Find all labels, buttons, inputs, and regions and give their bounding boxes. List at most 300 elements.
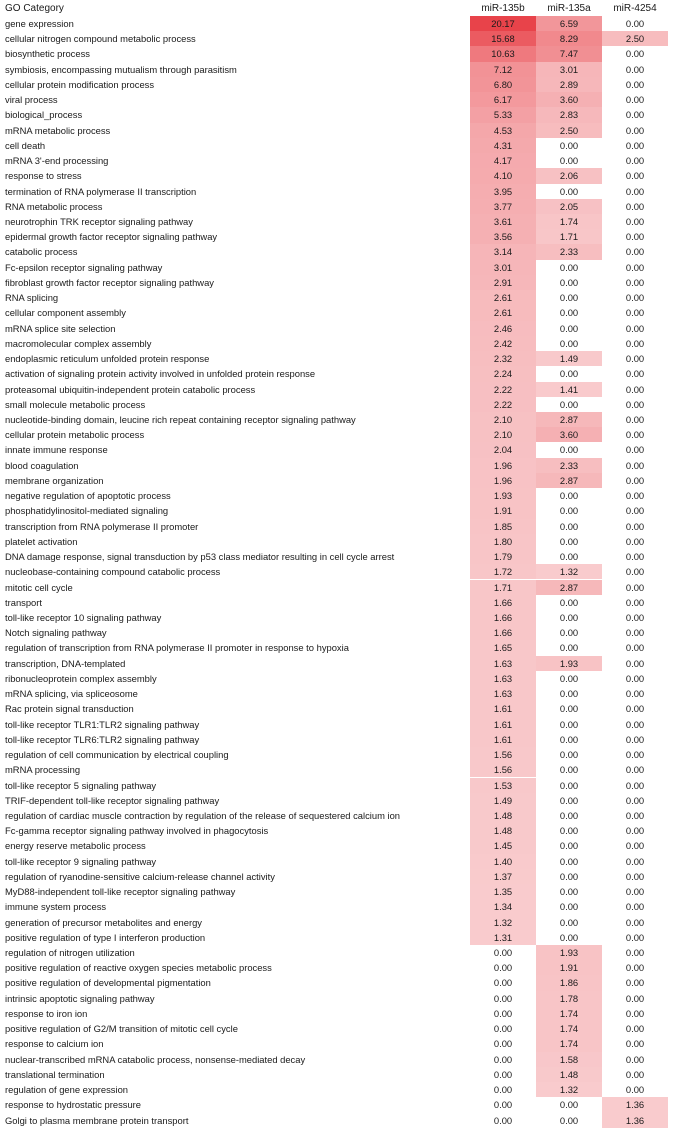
heatmap-cell-mir-4254: 0.00 <box>602 168 668 183</box>
go-category-label: response to stress <box>5 170 82 182</box>
heatmap-cell-mir-135a: 1.58 <box>536 1052 602 1067</box>
heatmap-cell-mir-4254: 0.00 <box>602 519 668 534</box>
heatmap-cell-mir-4254: 0.00 <box>602 960 668 975</box>
heatmap-cell-mir-135b: 2.10 <box>470 412 536 427</box>
heatmap-cell-mir-135b: 0.00 <box>470 1021 536 1036</box>
heatmap-cell-mir-135a: 8.29 <box>536 31 602 46</box>
heatmap-cell-mir-135b: 2.42 <box>470 336 536 351</box>
heatmap-cell-mir-4254: 0.00 <box>602 823 668 838</box>
heatmap-cell-mir-135b: 1.85 <box>470 519 536 534</box>
table-row <box>0 199 685 214</box>
heatmap-cell-mir-135a: 0.00 <box>536 488 602 503</box>
heatmap-cell-mir-135a: 1.49 <box>536 351 602 366</box>
heatmap-cell-mir-4254: 0.00 <box>602 884 668 899</box>
table-row <box>0 397 685 412</box>
heatmap-cell-mir-135b: 2.22 <box>470 382 536 397</box>
heatmap-cell-mir-135b: 4.10 <box>470 168 536 183</box>
table-row <box>0 46 685 61</box>
table-row <box>0 1036 685 1051</box>
heatmap-cell-mir-4254: 0.00 <box>602 244 668 259</box>
heatmap-cell-mir-135b: 1.32 <box>470 915 536 930</box>
table-row <box>0 168 685 183</box>
heatmap-cell-mir-135b: 1.93 <box>470 488 536 503</box>
table-row <box>0 1082 685 1097</box>
heatmap-cell-mir-4254: 0.00 <box>602 458 668 473</box>
go-category-label: Notch signaling pathway <box>5 627 107 639</box>
heatmap-cell-mir-135a: 0.00 <box>536 138 602 153</box>
table-row <box>0 31 685 46</box>
heatmap-cell-mir-135b: 0.00 <box>470 1052 536 1067</box>
go-category-label: MyD88-independent toll-like receptor signaling pathway <box>5 886 236 898</box>
go-category-label: mRNA metabolic process <box>5 124 111 136</box>
heatmap-cell-mir-135b: 1.48 <box>470 823 536 838</box>
heatmap-cell-mir-135a: 0.00 <box>536 899 602 914</box>
go-category-label: endoplasmic reticulum unfolded protein response <box>5 353 210 365</box>
table-row <box>0 519 685 534</box>
heatmap-cell-mir-4254: 0.00 <box>602 412 668 427</box>
heatmap-cell-mir-135a: 1.32 <box>536 1082 602 1097</box>
heatmap-cell-mir-4254: 0.00 <box>602 290 668 305</box>
go-category-label: viral process <box>5 94 58 106</box>
go-category-label: toll-like receptor 10 signaling pathway <box>5 611 162 623</box>
heatmap-cell-mir-135b: 0.00 <box>470 975 536 990</box>
heatmap-cell-mir-135a: 0.00 <box>536 1097 602 1112</box>
table-row <box>0 382 685 397</box>
table-row <box>0 1067 685 1082</box>
heatmap-cell-mir-135b: 1.56 <box>470 762 536 777</box>
heatmap-cell-mir-4254: 2.50 <box>602 31 668 46</box>
heatmap-cell-mir-4254: 0.00 <box>602 640 668 655</box>
column-header-mir-135a: miR-135a <box>547 3 591 14</box>
go-category-label: mRNA processing <box>5 764 81 776</box>
heatmap-cell-mir-135b: 0.00 <box>470 991 536 1006</box>
table-row <box>0 351 685 366</box>
heatmap-cell-mir-135a: 0.00 <box>536 625 602 640</box>
heatmap-cell-mir-135b: 4.53 <box>470 123 536 138</box>
heatmap-cell-mir-135a: 1.74 <box>536 1036 602 1051</box>
heatmap-cell-mir-135a: 0.00 <box>536 671 602 686</box>
heatmap-cell-mir-135a: 3.60 <box>536 92 602 107</box>
go-category-label: small molecule metabolic process <box>5 398 146 410</box>
table-row <box>0 503 685 518</box>
table-row <box>0 1021 685 1036</box>
go-category-label: cellular protein metabolic process <box>5 429 145 441</box>
heatmap-cell-mir-4254: 0.00 <box>602 975 668 990</box>
go-category-label: transcription from RNA polymerase II promoter <box>5 520 199 532</box>
heatmap-cell-mir-135a: 1.74 <box>536 214 602 229</box>
table-row <box>0 701 685 716</box>
heatmap-cell-mir-135a: 0.00 <box>536 534 602 549</box>
heatmap-cell-mir-135b: 1.65 <box>470 640 536 655</box>
heatmap-cell-mir-4254: 0.00 <box>602 1082 668 1097</box>
go-category-label: epidermal growth factor receptor signaling pathway <box>5 231 218 243</box>
go-category-label: ribonucleoprotein complex assembly <box>5 672 157 684</box>
heatmap-cell-mir-4254: 0.00 <box>602 854 668 869</box>
heatmap-cell-mir-4254: 0.00 <box>602 1052 668 1067</box>
heatmap-cell-mir-135b: 2.91 <box>470 275 536 290</box>
heatmap-cell-mir-4254: 0.00 <box>602 1021 668 1036</box>
table-row <box>0 1052 685 1067</box>
go-category-label: regulation of ryanodine-sensitive calcium-release channel activity <box>5 870 275 882</box>
heatmap-cell-mir-4254: 0.00 <box>602 62 668 77</box>
go-category-label: positive regulation of G2/M transition of mitotic cell cycle <box>5 1023 238 1035</box>
heatmap-cell-mir-4254: 0.00 <box>602 199 668 214</box>
heatmap-cell-mir-4254: 0.00 <box>602 1036 668 1051</box>
heatmap-cell-mir-135b: 1.63 <box>470 686 536 701</box>
go-category-label: mRNA 3'-end processing <box>5 155 109 167</box>
table-row <box>0 534 685 549</box>
go-category-label: cellular protein modification process <box>5 78 155 90</box>
heatmap-cell-mir-135b: 2.10 <box>470 427 536 442</box>
heatmap-cell-mir-135b: 1.35 <box>470 884 536 899</box>
heatmap-cell-mir-135a: 2.87 <box>536 580 602 595</box>
go-category-label: response to calcium ion <box>5 1038 104 1050</box>
go-category-label: Golgi to plasma membrane protein transport <box>5 1114 189 1126</box>
go-category-label: regulation of gene expression <box>5 1084 129 1096</box>
go-category-label: positive regulation of developmental pigmentation <box>5 977 211 989</box>
heatmap-cell-mir-135a: 0.00 <box>536 808 602 823</box>
heatmap-cell-mir-135a: 0.00 <box>536 366 602 381</box>
table-row <box>0 260 685 275</box>
heatmap-cell-mir-135b: 0.00 <box>470 1036 536 1051</box>
table-row <box>0 442 685 457</box>
table-row <box>0 960 685 975</box>
heatmap-cell-mir-135b: 3.61 <box>470 214 536 229</box>
heatmap-cell-mir-135b: 6.80 <box>470 77 536 92</box>
table-row <box>0 290 685 305</box>
heatmap-cell-mir-4254: 0.00 <box>602 382 668 397</box>
heatmap-cell-mir-135b: 15.68 <box>470 31 536 46</box>
heatmap-cell-mir-4254: 0.00 <box>602 473 668 488</box>
go-category-label: neurotrophin TRK receptor signaling pathway <box>5 215 193 227</box>
table-row <box>0 214 685 229</box>
column-header-mir-135b: miR-135b <box>481 3 525 14</box>
heatmap-cell-mir-135b: 1.61 <box>470 701 536 716</box>
table-row <box>0 778 685 793</box>
heatmap-cell-mir-4254: 0.00 <box>602 305 668 320</box>
heatmap-cell-mir-135b: 2.46 <box>470 321 536 336</box>
table-row <box>0 412 685 427</box>
heatmap-cell-mir-135b: 1.91 <box>470 503 536 518</box>
heatmap-cell-mir-4254: 0.00 <box>602 107 668 122</box>
heatmap-cell-mir-135b: 3.95 <box>470 184 536 199</box>
heatmap-cell-mir-135a: 0.00 <box>536 717 602 732</box>
go-category-label: toll-like receptor 5 signaling pathway <box>5 779 157 791</box>
go-category-label: toll-like receptor TLR6:TLR2 signaling pathway <box>5 733 200 745</box>
go-category-label: transcription, DNA-templated <box>5 657 126 669</box>
row-header-label: GO Category <box>5 3 64 14</box>
heatmap-cell-mir-4254: 0.00 <box>602 808 668 823</box>
table-row <box>0 884 685 899</box>
heatmap-cell-mir-135b: 0.00 <box>470 1067 536 1082</box>
heatmap-cell-mir-135a: 0.00 <box>536 1113 602 1128</box>
heatmap-cell-mir-4254: 0.00 <box>602 503 668 518</box>
heatmap-cell-mir-135a: 1.74 <box>536 1021 602 1036</box>
heatmap-cell-mir-135b: 7.12 <box>470 62 536 77</box>
heatmap-cell-mir-135b: 1.34 <box>470 899 536 914</box>
heatmap-cell-mir-135a: 2.50 <box>536 123 602 138</box>
heatmap-cell-mir-4254: 0.00 <box>602 793 668 808</box>
heatmap-cell-mir-135b: 1.45 <box>470 838 536 853</box>
heatmap-cell-mir-135a: 1.32 <box>536 564 602 579</box>
table-row <box>0 123 685 138</box>
heatmap-cell-mir-135a: 0.00 <box>536 884 602 899</box>
go-category-label: RNA metabolic process <box>5 200 103 212</box>
heatmap-cell-mir-135a: 0.00 <box>536 442 602 457</box>
table-row <box>0 16 685 31</box>
heatmap-cell-mir-4254: 0.00 <box>602 686 668 701</box>
go-category-label: nucleobase-containing compound catabolic process <box>5 566 221 578</box>
heatmap-cell-mir-4254: 0.00 <box>602 1006 668 1021</box>
heatmap-cell-mir-135b: 1.63 <box>470 671 536 686</box>
go-category-label: regulation of cell communication by electrical coupling <box>5 749 229 761</box>
heatmap-cell-mir-4254: 0.00 <box>602 610 668 625</box>
heatmap-cell-mir-135b: 1.49 <box>470 793 536 808</box>
table-row <box>0 321 685 336</box>
go-category-label: response to hydrostatic pressure <box>5 1099 142 1111</box>
heatmap-cell-mir-4254: 0.00 <box>602 77 668 92</box>
heatmap-cell-mir-135b: 3.56 <box>470 229 536 244</box>
go-category-label: toll-like receptor TLR1:TLR2 signaling pathway <box>5 718 200 730</box>
go-category-label: termination of RNA polymerase II transcription <box>5 185 197 197</box>
heatmap-cell-mir-135b: 3.14 <box>470 244 536 259</box>
table-row <box>0 686 685 701</box>
heatmap-cell-mir-4254: 0.00 <box>602 732 668 747</box>
heatmap-cell-mir-135a: 2.33 <box>536 458 602 473</box>
heatmap-cell-mir-135a: 1.41 <box>536 382 602 397</box>
go-category-label: Fc-gamma receptor signaling pathway involved in phagocytosis <box>5 825 269 837</box>
heatmap-cell-mir-4254: 0.00 <box>602 184 668 199</box>
heatmap-cell-mir-135a: 0.00 <box>536 397 602 412</box>
table-row <box>0 1113 685 1128</box>
heatmap-cell-mir-135a: 0.00 <box>536 519 602 534</box>
go-category-label: proteasomal ubiquitin-independent protein catabolic process <box>5 383 256 395</box>
table-row <box>0 458 685 473</box>
heatmap-cell-mir-135b: 1.96 <box>470 458 536 473</box>
heatmap-cell-mir-135b: 1.66 <box>470 595 536 610</box>
table-row <box>0 184 685 199</box>
heatmap-cell-mir-135b: 1.72 <box>470 564 536 579</box>
table-row <box>0 899 685 914</box>
go-category-label: innate immune response <box>5 444 108 456</box>
go-category-label: activation of signaling protein activity involved in unfolded protein response <box>5 368 316 380</box>
heatmap-cell-mir-135a: 0.00 <box>536 915 602 930</box>
heatmap-cell-mir-135b: 10.63 <box>470 46 536 61</box>
heatmap-cell-mir-135a: 1.93 <box>536 656 602 671</box>
heatmap-cell-mir-4254: 0.00 <box>602 534 668 549</box>
table-row <box>0 138 685 153</box>
heatmap-cell-mir-4254: 0.00 <box>602 1067 668 1082</box>
heatmap-cell-mir-135a: 2.06 <box>536 168 602 183</box>
heatmap-cell-mir-135a: 0.00 <box>536 184 602 199</box>
heatmap-cell-mir-4254: 0.00 <box>602 717 668 732</box>
table-row <box>0 1006 685 1021</box>
heatmap-cell-mir-135b: 2.24 <box>470 366 536 381</box>
heatmap-cell-mir-135b: 1.31 <box>470 930 536 945</box>
go-category-label: positive regulation of reactive oxygen species metabolic process <box>5 962 272 974</box>
go-category-label: macromolecular complex assembly <box>5 337 152 349</box>
heatmap-cell-mir-4254: 0.00 <box>602 427 668 442</box>
heatmap-cell-mir-135a: 2.83 <box>536 107 602 122</box>
heatmap-cell-mir-4254: 0.00 <box>602 214 668 229</box>
heatmap-cell-mir-135a: 0.00 <box>536 778 602 793</box>
go-category-label: intrinsic apoptotic signaling pathway <box>5 992 155 1004</box>
go-category-label: nuclear-transcribed mRNA catabolic process, nonsense-mediated decay <box>5 1053 306 1065</box>
heatmap-cell-mir-135b: 1.96 <box>470 473 536 488</box>
go-category-label: transport <box>5 596 42 608</box>
column-header-mir-4254: miR-4254 <box>613 3 657 14</box>
table-row <box>0 564 685 579</box>
heatmap-cell-mir-135a: 6.59 <box>536 16 602 31</box>
heatmap-cell-mir-4254: 0.00 <box>602 564 668 579</box>
table-row <box>0 625 685 640</box>
heatmap-cell-mir-4254: 0.00 <box>602 442 668 457</box>
go-category-label: generation of precursor metabolites and energy <box>5 916 202 928</box>
heatmap-cell-mir-4254: 0.00 <box>602 701 668 716</box>
heatmap-cell-mir-135b: 1.48 <box>470 808 536 823</box>
heatmap-cell-mir-135b: 2.04 <box>470 442 536 457</box>
heatmap-cell-mir-4254: 1.36 <box>602 1097 668 1112</box>
heatmap-cell-mir-135b: 0.00 <box>470 1097 536 1112</box>
table-row <box>0 656 685 671</box>
heatmap-cell-mir-4254: 0.00 <box>602 123 668 138</box>
heatmap-cell-mir-4254: 0.00 <box>602 92 668 107</box>
table-row <box>0 732 685 747</box>
heatmap-cell-mir-135a: 7.47 <box>536 46 602 61</box>
heatmap-cell-mir-135a: 1.74 <box>536 1006 602 1021</box>
heatmap-cell-mir-135b: 0.00 <box>470 1113 536 1128</box>
go-category-label: mRNA splice site selection <box>5 322 116 334</box>
heatmap-cell-mir-135b: 1.53 <box>470 778 536 793</box>
go-category-label: cellular nitrogen compound metabolic process <box>5 33 196 45</box>
table-row <box>0 244 685 259</box>
heatmap-cell-mir-4254: 0.00 <box>602 991 668 1006</box>
heatmap-cell-mir-135b: 0.00 <box>470 1006 536 1021</box>
heatmap-cell-mir-135a: 1.86 <box>536 975 602 990</box>
go-category-label: response to iron ion <box>5 1007 88 1019</box>
heatmap-cell-mir-135a: 1.78 <box>536 991 602 1006</box>
table-row <box>0 915 685 930</box>
go-category-label: catabolic process <box>5 246 78 258</box>
heatmap-cell-mir-135b: 2.61 <box>470 305 536 320</box>
heatmap-cell-mir-135a: 1.91 <box>536 960 602 975</box>
table-row <box>0 549 685 564</box>
heatmap-cell-mir-4254: 0.00 <box>602 366 668 381</box>
heatmap-cell-mir-4254: 0.00 <box>602 838 668 853</box>
heatmap-cell-mir-135b: 20.17 <box>470 16 536 31</box>
table-row <box>0 823 685 838</box>
heatmap-cell-mir-135a: 0.00 <box>536 595 602 610</box>
heatmap-cell-mir-4254: 0.00 <box>602 138 668 153</box>
table-row <box>0 305 685 320</box>
heatmap-cell-mir-135b: 2.61 <box>470 290 536 305</box>
go-category-label: cellular component assembly <box>5 307 126 319</box>
table-row <box>0 473 685 488</box>
go-category-label: nucleotide-binding domain, leucine rich repeat containing receptor signaling pathway <box>5 413 356 425</box>
heatmap-cell-mir-4254: 0.00 <box>602 762 668 777</box>
table-row <box>0 945 685 960</box>
heatmap-cell-mir-135b: 3.01 <box>470 260 536 275</box>
heatmap-cell-mir-135a: 0.00 <box>536 290 602 305</box>
go-category-label: gene expression <box>5 18 74 29</box>
table-row <box>0 336 685 351</box>
table-row <box>0 153 685 168</box>
heatmap-cell-mir-135a: 0.00 <box>536 762 602 777</box>
heatmap-cell-mir-4254: 0.00 <box>602 625 668 640</box>
go-category-label: regulation of transcription from RNA polymerase II promoter in response to hypoxia <box>5 642 349 654</box>
go-category-label: negative regulation of apoptotic process <box>5 490 171 502</box>
heatmap-cell-mir-135b: 1.80 <box>470 534 536 549</box>
go-category-label: cell death <box>5 139 46 151</box>
heatmap-cell-mir-135a: 0.00 <box>536 869 602 884</box>
table-row <box>0 610 685 625</box>
go-category-label: blood coagulation <box>5 459 79 471</box>
table-row <box>0 854 685 869</box>
heatmap-cell-mir-135a: 3.01 <box>536 62 602 77</box>
heatmap-cell-mir-4254: 0.00 <box>602 336 668 351</box>
heatmap-cell-mir-135b: 1.37 <box>470 869 536 884</box>
heatmap-cell-mir-135b: 1.56 <box>470 747 536 762</box>
heatmap-cell-mir-135a: 0.00 <box>536 701 602 716</box>
table-row <box>0 107 685 122</box>
table-row <box>0 427 685 442</box>
table-row <box>0 488 685 503</box>
heatmap-cell-mir-4254: 0.00 <box>602 397 668 412</box>
heatmap-cell-mir-135a: 0.00 <box>536 823 602 838</box>
go-category-label: Rac protein signal transduction <box>5 703 134 715</box>
table-row <box>0 808 685 823</box>
heatmap-cell-mir-4254: 0.00 <box>602 549 668 564</box>
heatmap-cell-mir-4254: 0.00 <box>602 869 668 884</box>
heatmap-cell-mir-135b: 1.61 <box>470 732 536 747</box>
heatmap-cell-mir-135b: 1.79 <box>470 549 536 564</box>
go-category-label: membrane organization <box>5 474 104 486</box>
heatmap-cell-mir-135a: 2.05 <box>536 199 602 214</box>
heatmap-cell-mir-4254: 0.00 <box>602 656 668 671</box>
table-row <box>0 762 685 777</box>
heatmap-cell-mir-4254: 0.00 <box>602 275 668 290</box>
heatmap-cell-mir-135a: 0.00 <box>536 793 602 808</box>
heatmap-cell-mir-135a: 0.00 <box>536 503 602 518</box>
heatmap-cell-mir-135b: 6.17 <box>470 92 536 107</box>
heatmap-cell-mir-135a: 0.00 <box>536 838 602 853</box>
go-category-label: phosphatidylinositol-mediated signaling <box>5 505 169 517</box>
go-category-label: mitotic cell cycle <box>5 581 73 593</box>
table-row <box>0 366 685 381</box>
heatmap-cell-mir-4254: 0.00 <box>602 915 668 930</box>
heatmap-cell-mir-135b: 0.00 <box>470 945 536 960</box>
heatmap-cell-mir-135b: 1.40 <box>470 854 536 869</box>
heatmap-cell-mir-135b: 1.66 <box>470 625 536 640</box>
go-category-label: fibroblast growth factor receptor signaling pathway <box>5 276 214 288</box>
heatmap-cell-mir-135a: 0.00 <box>536 153 602 168</box>
table-row <box>0 580 685 595</box>
table-row <box>0 640 685 655</box>
heatmap-cell-mir-135a: 0.00 <box>536 275 602 290</box>
table-row <box>0 975 685 990</box>
heatmap-cell-mir-4254: 0.00 <box>602 46 668 61</box>
heatmap-cell-mir-135a: 0.00 <box>536 549 602 564</box>
heatmap-cell-mir-4254: 0.00 <box>602 153 668 168</box>
go-category-label: Fc-epsilon receptor signaling pathway <box>5 261 163 273</box>
go-category-label: symbiosis, encompassing mutualism through parasitism <box>5 63 237 75</box>
go-category-label: biological_process <box>5 109 83 121</box>
heatmap-cell-mir-4254: 0.00 <box>602 229 668 244</box>
table-row <box>0 869 685 884</box>
heatmap-cell-mir-135a: 0.00 <box>536 610 602 625</box>
heatmap-cell-mir-135b: 4.17 <box>470 153 536 168</box>
heatmap-cell-mir-135b: 5.33 <box>470 107 536 122</box>
